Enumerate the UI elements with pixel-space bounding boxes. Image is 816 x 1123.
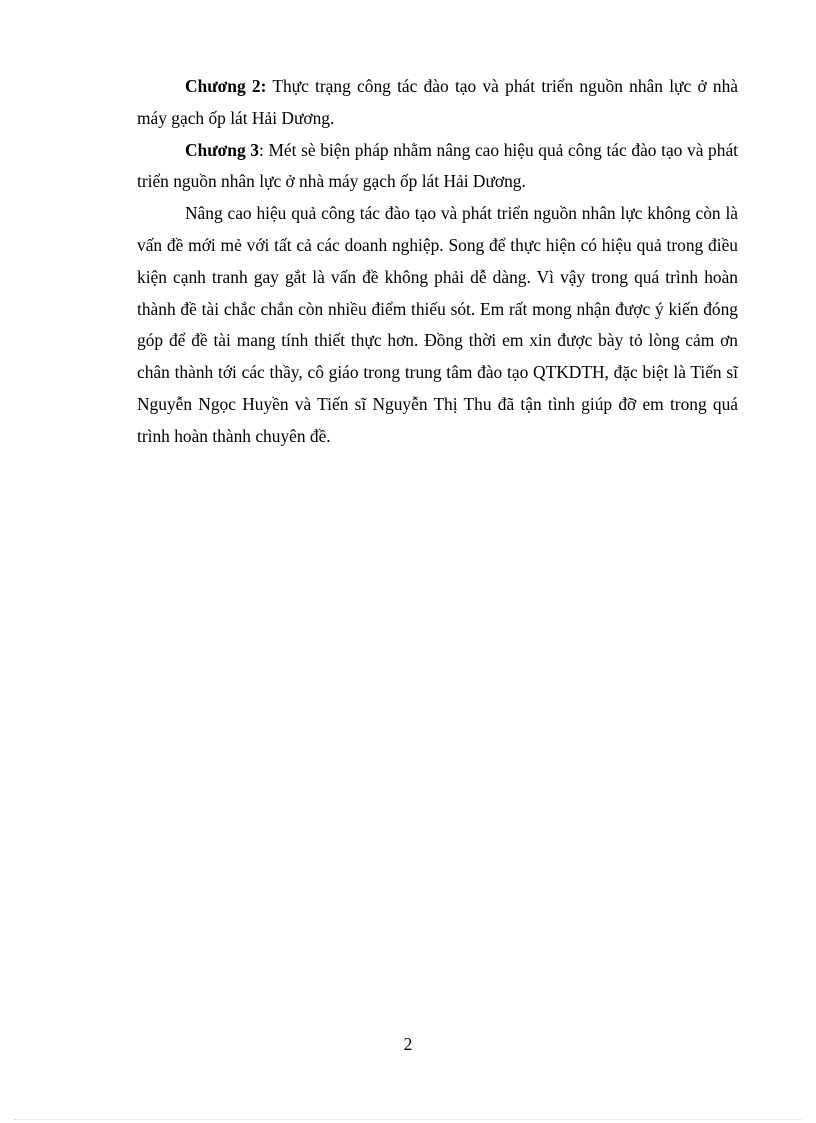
paragraph-chapter-3	[137, 135, 738, 199]
chapter-2-label: Chương 2:	[185, 76, 267, 96]
conclusion-text: Nâng cao hiệu quả công tác đào tạo và phát triển nguồn nhân lực không còn là vấn đề mới mẻ với tất cả các doanh nghiệp. Song để thực hiện có hiệu quả trong điều kiện cạnh tranh gay gắt là vấn đề không phải dễ dàng. Vì vậy trong quá trình hoàn thành đề tài chắc chắn còn nhiều điểm thiếu sót. Em rất mong nhận được ý kiến đóng góp để đề tài mang tính thiết thực hơn. Đồng thời em xin được bày tỏ lòng cảm ơn chân thành tới các thầy, cô giáo trong trung tâm đào tạo QTKDTH, đặc biệt là Tiến sĩ Nguyễn Ngọc Huyền và Tiến sĩ Nguyễn Thị Thu đã tận tình giúp đỡ em trong quá trình hoàn thành chuyên đề.	[137, 203, 738, 446]
page-bottom-divider	[14, 1119, 802, 1120]
chapter-3-text: : Mét sè biện pháp nhằm nâng cao hiệu quả công tác đào tạo và phát triển nguồn nhân lực ở nhà máy gạch ốp lát Hải Dương.	[137, 139, 738, 192]
chapter-2-text: Thực trạng công tác đào tạo và phát triển nguồn nhân lực ở nhà máy gạch ốp lát Hải Dương.	[137, 76, 738, 128]
chapter-3-label: Chương 3	[185, 139, 259, 160]
paragraph-chapter-2	[137, 71, 738, 135]
paragraph-conclusion	[137, 198, 738, 452]
page-number: 2	[403, 1034, 413, 1054]
body-text	[137, 71, 738, 453]
